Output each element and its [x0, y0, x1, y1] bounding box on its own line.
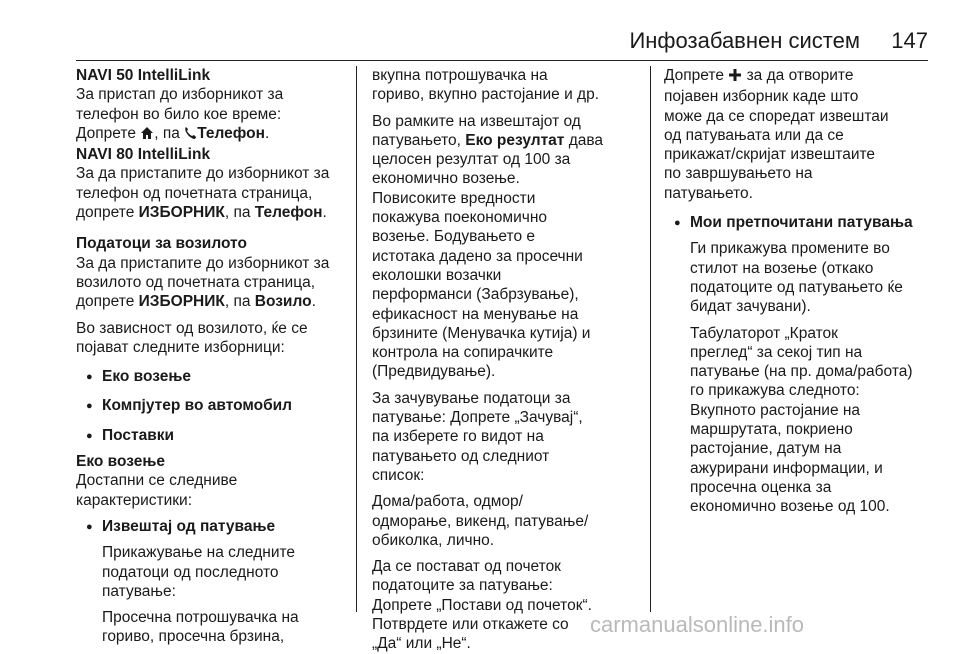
- text-line: „Да“ или „Не“.: [372, 635, 471, 653]
- text-line: телефон од почетната страница,: [76, 184, 313, 202]
- text-line: телефон во било кое време:: [76, 105, 282, 123]
- eco-heading: Еко возење: [76, 453, 166, 471]
- text-line: појавен изборник каде што: [664, 88, 859, 106]
- text-line: Вкупното растојание на: [690, 401, 861, 419]
- text-line: Да се постават од почеток: [372, 558, 561, 576]
- text-line: маршрутата, покриено: [690, 421, 853, 439]
- text-line: патување (на пр. дома/работа): [690, 363, 913, 381]
- text-line: економично возење.: [372, 170, 520, 188]
- text-line: (Предвидување).: [372, 363, 496, 381]
- text-line: одморање, викенд, патување/: [372, 512, 589, 530]
- text-line: список:: [372, 466, 425, 484]
- text-line: Дома/работа, одмор/: [372, 493, 523, 511]
- text-line: Повисоките вредности: [372, 189, 536, 207]
- page-number: 147: [891, 28, 928, 53]
- text-line: покажува поекономично: [372, 209, 547, 227]
- text-line: економично возење од 100.: [690, 498, 890, 516]
- navi80-heading: NAVI 80 IntelliLink: [76, 146, 211, 164]
- text-line: возилото од почетната страница,: [76, 273, 316, 291]
- column-3: [664, 66, 930, 517]
- text-line: Просечна потрошувачка на: [102, 609, 299, 627]
- column-2: [372, 66, 640, 654]
- header-rule: [76, 60, 928, 61]
- text-line: појават следните изборници:: [76, 338, 285, 356]
- text-line: обиколка, лично.: [372, 531, 495, 549]
- home-icon: [140, 126, 154, 145]
- text-line: просечна оценка за: [690, 478, 832, 496]
- text-line: допрете ИЗБОРНИК, па Возило.: [76, 293, 316, 311]
- text-line: Допрете „Постави од почеток“.: [372, 596, 592, 614]
- text-line: стилот на возење (откако: [690, 259, 874, 277]
- text-line: од патувањата или да се: [664, 126, 844, 144]
- text-line: карактеристики:: [76, 491, 193, 509]
- text-line: возење. Бодувањето е: [372, 228, 535, 246]
- text-line: Табулаторот „Краток: [690, 324, 838, 342]
- bullet-item: ● Компјутер во автомобил: [76, 396, 346, 415]
- text-line: прикажат/скријат извештаите: [664, 146, 876, 164]
- text-line: патувањето, Еко резултат дава: [372, 131, 604, 149]
- text-line: го прикажува следното:: [690, 382, 860, 400]
- text-line: ефикасност на менување на: [372, 305, 579, 323]
- text-line: Допрете , па Телефон.: [76, 124, 346, 145]
- text-line: по завршувањето на: [664, 165, 813, 183]
- text-line: податоците за патување:: [372, 577, 553, 595]
- text-line: перформанси (Забрзување),: [372, 286, 579, 304]
- text-line: па изберете го видот на: [372, 428, 544, 446]
- text-line: може да се споредат извештаи: [664, 107, 889, 125]
- text-line: За да пристапите до изборникот за: [76, 165, 330, 183]
- text-line: патување:: [102, 582, 176, 600]
- column-1: [76, 66, 346, 647]
- text-line: вкупна потрошувачка на: [372, 67, 548, 84]
- text-line: бидат зачувани).: [690, 298, 811, 316]
- text-line: Во рамките на извештајот од: [372, 112, 581, 130]
- text-line: патувањето од следниот: [372, 447, 550, 465]
- text-line: истотака дадено за просечни: [372, 247, 583, 265]
- text-line: контрола на сопирачките: [372, 344, 554, 362]
- text-line: патување: Допрете „Зачувај“,: [372, 409, 583, 427]
- text-line: целосен резултат од 100 за: [372, 151, 571, 169]
- text-line: допрете ИЗБОРНИК, па Телефон.: [76, 204, 327, 222]
- text-line: Потврдете или откажете со: [372, 616, 569, 634]
- text-line: податоците од патувањето ќе: [690, 278, 903, 296]
- report-heading: ● Извештај од патување: [76, 517, 346, 536]
- favorites-heading: ● Мои претпочитани патувања: [664, 213, 930, 232]
- plus-icon: [728, 68, 742, 87]
- watermark: carmanualsonline.info: [590, 612, 805, 637]
- text-line: брзините (Менувачка кутија) и: [372, 324, 591, 342]
- vehicle-heading: Податоци за возилото: [76, 235, 247, 253]
- text-line: гориво, просечна брзина,: [102, 628, 285, 646]
- bullet-item: ● Поставки: [76, 426, 346, 445]
- bullet-item: ● Еко возење: [76, 367, 346, 386]
- text-line: ажурирани информации, и: [690, 459, 883, 477]
- text-line: податоци од последното: [102, 563, 279, 581]
- text-line: еколошки возачки: [372, 266, 502, 284]
- text-line: За зачувување податоци за: [372, 389, 571, 407]
- text-line: патувањето.: [664, 184, 753, 202]
- text-line: преглед“ за секој тип на: [690, 343, 863, 361]
- text-line: Прикажување на следните: [102, 544, 296, 562]
- text-line: растојание, датум на: [690, 440, 842, 458]
- header-title: Инфозабавнен систем: [629, 28, 860, 53]
- text-line: Во зависност од возилото, ќе се: [76, 319, 308, 337]
- phone-icon: [184, 126, 197, 145]
- text-line: За пристап до изборникот за: [76, 86, 284, 104]
- column-divider-1: [356, 66, 357, 612]
- column-divider-2: [650, 66, 651, 612]
- text-line: Достапни се следниве: [76, 472, 238, 490]
- navi50-heading: NAVI 50 IntelliLink: [76, 67, 211, 84]
- text-line: За да пристапите до изборникот за: [76, 254, 330, 272]
- text-line: гориво, вкупно растојание и др.: [372, 86, 600, 104]
- text-line: Допрете за да отворите: [664, 66, 930, 87]
- text-line: Ги прикажува промените во: [690, 240, 890, 258]
